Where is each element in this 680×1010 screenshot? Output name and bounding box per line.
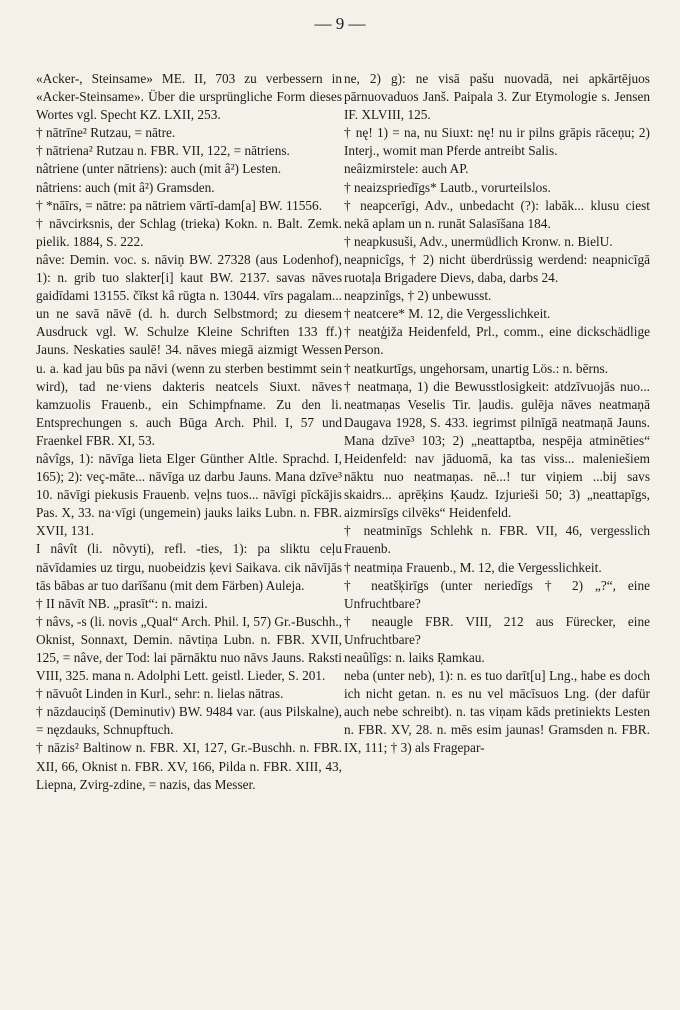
dictionary-entry: † neaugle FBR. VIII, 212 aus Fürecker, eine Unfruchtbare? [344,613,650,647]
dictionary-entry: neba (unter neb), 1): n. es tuo darīt[u] Lng., habe es doch ich nicht getan. n. es nu vel mācīsuos Lng. (der dafür auch nebe schreibt). n. tas viņam kāds pretiniekts Lesten n. FBR. XV, 28. n. mēs esim jaunas! Gramsden n. FBR. IX, 111; † 3) als Fragepar- [344,668,650,756]
dictionary-entry: † *nāīrs, = nātre: pa nātriem vārtī-dam[a] BW. 11556. [36,197,323,213]
dictionary-entry: ne, 2) g): ne visā pašu nuovadā, nei apkārtējuos pārnuovaduos Janš. Paipala 3. Zur Etymologie s. Jensen IF. XLVIII, 125. [344,71,650,123]
dictionary-entry: † neatmiņa Frauenb., M. 12, die Vergesslichkeit. [344,559,602,575]
dictionary-entry: nâve: Demin. voc. s. nāviņ BW. 27328 (aus Lodenhof), 1): n. grib tuo slakter[i] kaut BW. 2137. savas nāves gaidīdami 13155. čīkst kâ rūgta n. 13044. vīrs pagalam... un ne savā nāvē (d. h. durch Selbstmord; zu diesem Ausdruck vgl. W. Schulze Kleine Schriften 133 ff.) Jauns. Neskaties saulē! 34. nāves miegā aizmigt Wessen u. a. kad jau būs pa nāvi (wenn zu sterben bestimmt sein wird), tad ne·viens dakteris neatcels Siuxt. nāves kamzuolis Frauenb., ein Schimpfname. Zu den li. Entsprechungen s. auch Būga Arch. Phil. I, 57 und Fraenkel FBR. XI, 53. [36,251,342,448]
page-number: — 9 — [314,14,366,33]
dictionary-entry: † nāzis² Baltinow n. FBR. XI, 127, Gr.-Buschh. n. FBR. XII, 66, Oknist n. FBR. XV, 166, Pilda n. FBR. XIII, 43, Liepna, Zvirg-zdine, = nazis, das Messer. [36,740,342,792]
dictionary-entry: nâtriene (unter nātriens): auch (mit â²) Lesten. [36,161,282,177]
dictionary-entry: neâizmirstele: auch AP. [344,161,469,177]
dictionary-entry: † nāvuôt Linden in Kurl., sehr: n. lielas nātras. [36,686,284,702]
right-column [344,70,650,758]
dictionary-entry: † nāvcirksnis, der Schlag (trieka) Kokn. n. Balt. Zemk. pielik. 1884, S. 222. [36,215,342,249]
dictionary-entry: nâtriens: auch (mit â²) Gramsden. [36,179,215,195]
dictionary-entry: † neatminīgs Schlehk n. FBR. VII, 46, vergesslich Frauenb. [344,523,650,557]
dictionary-entry: † neapkusuši, Adv., unermüdlich Kronw. n. BielU. [344,233,613,249]
dictionary-entry: † neatkurtīgs, ungehorsam, unartig Lös.: n. bērns. [344,360,609,376]
left-column [36,70,342,794]
dictionary-entry: neaûlîgs: n. laiks Ŗamkau. [344,650,485,665]
dictionary-entry: † neatmaņa, 1) die Bewusstlosigkeit: atdzīvuojās nuo... neatmaņas Veselis Tir. ļaudis. gulēja nāves neatmaņā Daugava 1928, S. 433. iegrimst pilnīgā neatmaņā Jauns. Mana dzīve³ 103; 2) „neattaptba, nespēja atminēties“ Heidenfeld: nav jāduomā, ka tas viss... maleniešiem nāktu nuo neatmaņas. nē...! tur viņiem ...bij savs skaidrs... aprēķins Ķaudz. Izjurieši 50; 3) „neattapīgs, aizmirsīgs cilvēks“ Heidenfeld. [344,378,650,521]
dictionary-entry: neapnicîgs, † 2) nicht überdrüssig werdend: neapnicīgā ruotaļa Brigadere Dievs, daba, darbs 24. [344,251,650,286]
dictionary-entry: † nātrīne² Rutzau, = nātre. [36,125,176,141]
dictionary-entry: † neatģiža Heidenfeld, Prl., comm., eine dickschädlige Person. [344,324,650,358]
dictionary-entry: † neatcere* M. 12, die Vergesslichkeit. [344,306,551,322]
dictionary-entry: † neatšķirīgs (unter neriedīgs † 2) „?“, eine Unfruchtbare? [344,577,650,611]
dictionary-entry: † neaizspriedīgs* Lautb., vorurteilslos. [344,179,551,195]
dictionary-entry: † nâvs, -s (li. novis „Qual“ Arch. Phil. I, 57) Gr.-Buschh., Oknist, Sonnaxt, Demin. nāvtiņa Lubn. n. FBR. XVII, 125, = nâve, der Tod: lai pārnāktu nuo nāvs Jauns. Raksti VIII, 325. mana n. Adolphi Lett. geistl. Lieder, S. 201. [36,613,342,684]
dictionary-entry: † nę! 1) = na, nu Siuxt: nę! nu ir pilns grāpis rāceņu; 2) Interj., womit man Pferde antreibt Salis. [344,125,650,159]
dictionary-entry: † nāzdauciņš (Deminutiv) BW. 9484 var. (aus Pilskalne), = nęzdauks, Schnupftuch. [36,704,342,738]
dictionary-entry: † II nāvīt NB. „prasīt“: n. maizi. [36,595,208,611]
dictionary-entry: I nâvît (li. nõvyti), refl. -ties, 1): pa sliktu ceļu nāvīdamies uz tirgu, nuobeidzis ķevi Saikava. cik nāvījās tās bābas ar tuo darīšanu (mit dem Färben) Auleja. [36,541,342,593]
dictionary-entry: † neapcerīgi, Adv., unbedacht (?): labāk... klusu ciest nekā aplam un n. runāt Salasīšana 184. [344,197,650,231]
dictionary-entry: † nātriena² Rutzau n. FBR. VII, 122, = nātriens. [36,143,290,159]
dictionary-entry: neapzinîgs, † 2) unbewusst. [344,288,492,304]
dictionary-entry: nâvîgs, 1): nāvīga lieta Elger Günther Altle. Sprachd. I, 165); 2): veç-māte... nāvīga uz darbu Jauns. Mana dzīve³ 10. nāvīgi piekusis Frauenb. veļns tuos... nāvīgi pīckājis Pas. X, 33. na·vīgi (ungemein) jauks laiks Lubn. n. FBR. XVII, 131. [36,450,342,539]
dictionary-entry: «Acker-, Steinsame» ME. II, 703 zu verbessern in «Acker-Steinsame». Über die ursprüngliche Form dieses Wortes vgl. Specht KZ. LXII, 253. [36,71,342,123]
